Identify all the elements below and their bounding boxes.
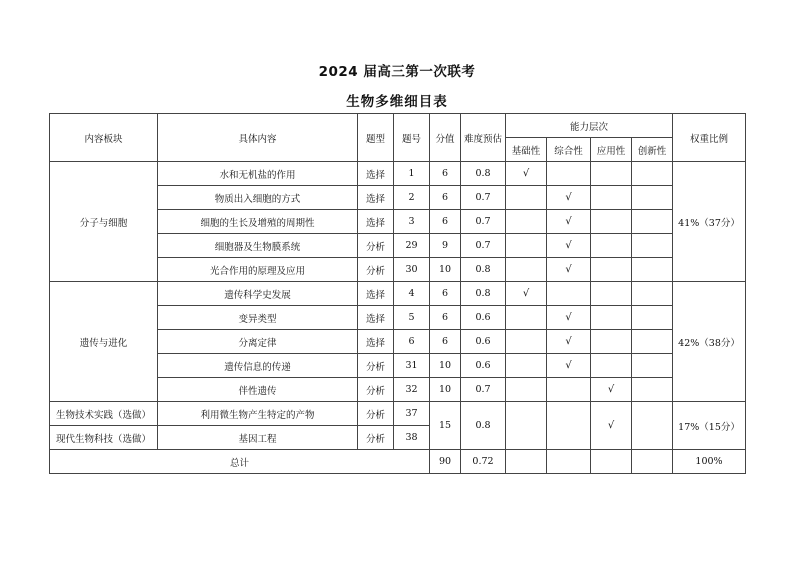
ability-cell	[547, 378, 591, 402]
number-cell: 29	[394, 234, 430, 258]
section-name: 现代生物科技（选做）	[50, 426, 158, 450]
total-difficulty: 0.72	[461, 450, 506, 474]
header-ability-innovative: 创新性	[632, 138, 673, 162]
score-cell: 6	[430, 210, 461, 234]
weight-cell: 17%（15分）	[673, 402, 746, 450]
number-cell: 1	[394, 162, 430, 186]
table-row	[50, 282, 746, 306]
difficulty-cell: 0.7	[461, 378, 506, 402]
score-cell: 6	[430, 306, 461, 330]
type-cell: 选择	[358, 282, 394, 306]
number-cell: 3	[394, 210, 430, 234]
type-cell: 分析	[358, 378, 394, 402]
ability-cell	[506, 402, 547, 450]
header-ability-basic: 基础性	[506, 138, 547, 162]
type-cell: 选择	[358, 306, 394, 330]
difficulty-cell: 0.7	[461, 186, 506, 210]
table-title: 生物多维细目表	[346, 94, 448, 110]
ability-cell	[547, 402, 591, 450]
content-cell: 遗传信息的传递	[158, 354, 358, 378]
ability-cell	[632, 162, 673, 186]
ability-cell	[632, 234, 673, 258]
ability-cell	[506, 186, 547, 210]
score-cell: 15	[430, 402, 461, 450]
number-cell: 31	[394, 354, 430, 378]
table-row	[50, 162, 746, 186]
ability-cell	[591, 186, 632, 210]
ability-cell	[591, 354, 632, 378]
check-mark: √	[591, 402, 632, 450]
content-cell: 基因工程	[158, 426, 358, 450]
ability-cell	[591, 282, 632, 306]
difficulty-cell: 0.6	[461, 354, 506, 378]
header-number: 题号	[394, 114, 430, 162]
ability-cell	[632, 354, 673, 378]
weight-cell: 41%（37分）	[673, 162, 746, 282]
check-mark: √	[591, 378, 632, 402]
ability-cell	[591, 162, 632, 186]
header-section: 内容板块	[50, 114, 158, 162]
type-cell: 分析	[358, 234, 394, 258]
number-cell: 38	[394, 426, 430, 450]
difficulty-cell: 0.8	[461, 402, 506, 450]
number-cell: 5	[394, 306, 430, 330]
difficulty-cell: 0.7	[461, 210, 506, 234]
specification-table	[49, 113, 746, 474]
difficulty-cell: 0.8	[461, 258, 506, 282]
ability-cell	[506, 378, 547, 402]
ability-cell	[547, 450, 591, 474]
check-mark: √	[547, 186, 591, 210]
content-cell: 遗传科学史发展	[158, 282, 358, 306]
section-name: 生物技术实践（选做）	[50, 402, 158, 426]
difficulty-cell: 0.8	[461, 282, 506, 306]
section-name: 分子与细胞	[50, 162, 158, 282]
header-ability-applied: 应用性	[591, 138, 632, 162]
ability-cell	[506, 330, 547, 354]
score-cell: 10	[430, 258, 461, 282]
total-label: 总计	[50, 450, 430, 474]
ability-cell	[591, 306, 632, 330]
score-cell: 9	[430, 234, 461, 258]
header-type: 题型	[358, 114, 394, 162]
table-body	[50, 162, 746, 474]
ability-cell	[506, 258, 547, 282]
header-score: 分值	[430, 114, 461, 162]
section-name: 遗传与进化	[50, 282, 158, 402]
score-cell: 10	[430, 378, 461, 402]
difficulty-cell: 0.6	[461, 330, 506, 354]
ability-cell	[506, 306, 547, 330]
total-score: 90	[430, 450, 461, 474]
check-mark: √	[547, 354, 591, 378]
type-cell: 分析	[358, 258, 394, 282]
content-cell: 细胞器及生物膜系统	[158, 234, 358, 258]
score-cell: 6	[430, 330, 461, 354]
check-mark: √	[547, 234, 591, 258]
check-mark: √	[547, 306, 591, 330]
ability-cell	[547, 282, 591, 306]
ability-cell	[632, 306, 673, 330]
ability-cell	[632, 402, 673, 450]
number-cell: 32	[394, 378, 430, 402]
ability-cell	[506, 210, 547, 234]
number-cell: 4	[394, 282, 430, 306]
score-cell: 6	[430, 186, 461, 210]
type-cell: 分析	[358, 426, 394, 450]
content-cell: 水和无机盐的作用	[158, 162, 358, 186]
ability-cell	[632, 330, 673, 354]
ability-cell	[632, 186, 673, 210]
check-mark: √	[506, 282, 547, 306]
type-cell: 选择	[358, 210, 394, 234]
check-mark: √	[547, 330, 591, 354]
content-cell: 变异类型	[158, 306, 358, 330]
content-cell: 利用微生物产生特定的产物	[158, 402, 358, 426]
type-cell: 选择	[358, 330, 394, 354]
type-cell: 分析	[358, 354, 394, 378]
ability-cell	[591, 258, 632, 282]
type-cell: 分析	[358, 402, 394, 426]
ability-cell	[591, 234, 632, 258]
difficulty-cell: 0.7	[461, 234, 506, 258]
weight-cell: 42%（38分）	[673, 282, 746, 402]
number-cell: 37	[394, 402, 430, 426]
ability-cell	[506, 450, 547, 474]
ability-cell	[591, 330, 632, 354]
number-cell: 2	[394, 186, 430, 210]
type-cell: 选择	[358, 162, 394, 186]
content-cell: 物质出入细胞的方式	[158, 186, 358, 210]
content-cell: 细胞的生长及增殖的周期性	[158, 210, 358, 234]
document-title: 2024 届高三第一次联考	[318, 64, 476, 80]
content-cell: 伴性遗传	[158, 378, 358, 402]
ability-cell	[632, 210, 673, 234]
score-cell: 10	[430, 354, 461, 378]
check-mark: √	[547, 258, 591, 282]
content-cell: 分离定律	[158, 330, 358, 354]
score-cell: 6	[430, 162, 461, 186]
ability-cell	[632, 282, 673, 306]
table-row	[50, 402, 746, 426]
ability-cell	[506, 234, 547, 258]
header-ability: 能力层次	[506, 114, 673, 138]
score-cell: 6	[430, 282, 461, 306]
ability-cell	[591, 450, 632, 474]
header-weight: 权重比例	[673, 114, 746, 162]
difficulty-cell: 0.6	[461, 306, 506, 330]
header-difficulty: 难度预估	[461, 114, 506, 162]
content-cell: 光合作用的原理及应用	[158, 258, 358, 282]
header-ability-comprehensive: 综合性	[547, 138, 591, 162]
total-weight: 100%	[673, 450, 746, 474]
type-cell: 选择	[358, 186, 394, 210]
difficulty-cell: 0.8	[461, 162, 506, 186]
ability-cell	[591, 210, 632, 234]
ability-cell	[632, 450, 673, 474]
total-row	[50, 450, 746, 474]
number-cell: 6	[394, 330, 430, 354]
check-mark: √	[506, 162, 547, 186]
ability-cell	[506, 354, 547, 378]
header-content: 具体内容	[158, 114, 358, 162]
number-cell: 30	[394, 258, 430, 282]
check-mark: √	[547, 210, 591, 234]
ability-cell	[547, 162, 591, 186]
ability-cell	[632, 378, 673, 402]
ability-cell	[632, 258, 673, 282]
